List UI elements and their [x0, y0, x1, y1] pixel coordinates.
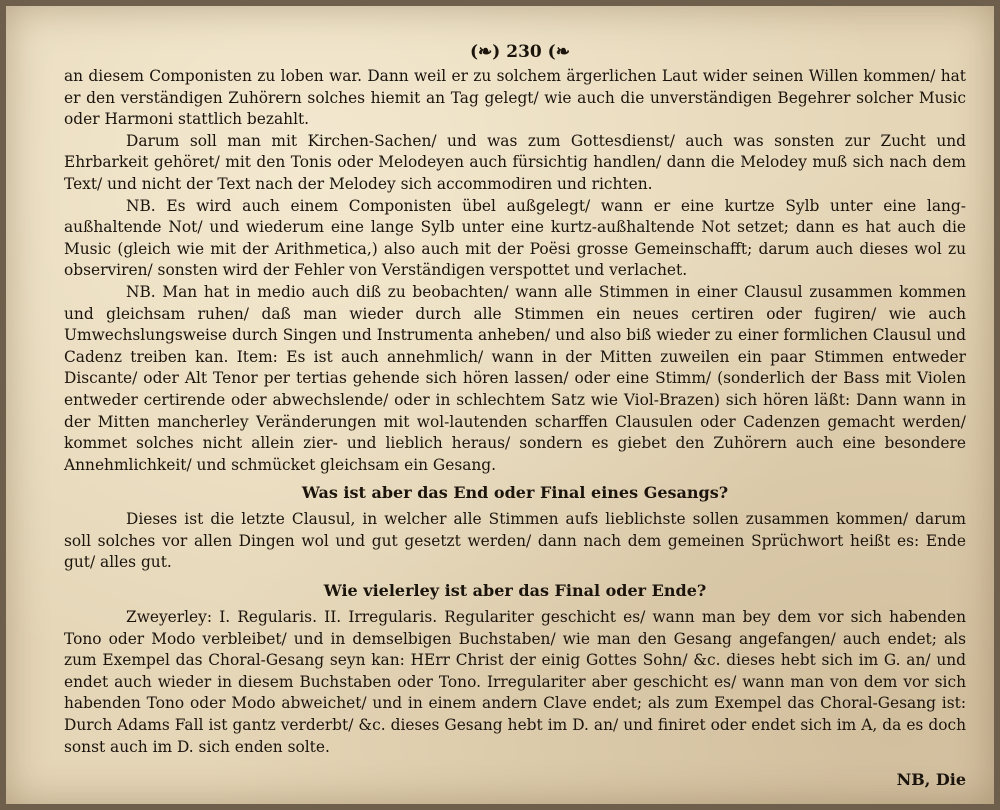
- page-number: (❧) 230 (❧: [470, 42, 570, 62]
- paragraph-1: an diesem Componisten zu loben war. Dann weil er zu solchem ärgerlichen Laut wider seinen Willen kommen/ hat er den verständigen Zuhörern solches hiemit an Tag gelegt/ wie auch die unverständigen Begehrer solcher Music oder Harmoni stattlich bezahlt.: [64, 67, 966, 129]
- paragraph-3: NB. Es wird auch einem Componisten übel außgelegt/ wann er eine kurtze Sylb unter eine lang-außhaltende Not/ und wiederum eine lange Sylb unter eine kurtz-außhaltende Not setzet; dann es hat auch die Music (gleich wie mit der Arithmetica,) also auch mit der Poësi grosse Gemeinschafft; darum auch dieses wol zu observiren/ sonsten wird der Fehler von Verständigen verspottet und verlachet.: [64, 196, 966, 280]
- section-heading-kinds: Wie vielerley ist aber das Final oder Ende?: [323, 581, 707, 601]
- book-page: [6, 6, 994, 804]
- paragraph-5: Dieses ist die letzte Clausul, in welcher alle Stimmen aufs lieblichste sollen zusammen kommen/ darum soll solches vor allen Dingen wol und gut gesetzt werden/ dann nach dem gemeinen Sprüchwort heißt es: Ende gut/ alles gut.: [64, 510, 966, 572]
- page-content: [64, 40, 966, 792]
- paragraph-2: Darum soll man mit Kirchen-Sachen/ und was zum Gottesdienst/ auch was sonsten zur Zucht und Ehrbarkeit gehöret/ mit den Tonis oder Melodeyen auch fürsichtig handlen/ dann die Melodey muß sich nach dem Text/ und nicht der Text nach der Melodey sich accommodiren und richten.: [64, 131, 966, 193]
- paragraph-6: Zweyerley: I. Regularis. II. Irregularis. Regulariter geschicht es/ wann man bey dem vor sich habenden Tono oder Modo verbleibet/ und in demselbigen Buchstaben/ wie man den Gesang angefangen/ auch endet; als zum Exempel das Choral-Gesang seyn kan: HErr Christ der einig Gottes Sohn/ &c. dieses hebt sich im G. an/ und endet auch wieder in diesem Buchstaben oder Tono. Irregulariter aber geschicht es/ wann man von dem vor sich habenden Tono oder Modo abweichet/ und in einem andern Clave endet; als zum Exempel das Choral-Gesang ist: Durch Adams Fall ist gantz verderbt/ &c. dieses Gesang hebt im D. an/ und finiret oder endet sich im A, da es doch sonst auch im D. sich enden solte.: [64, 608, 966, 756]
- paragraph-4: NB. Man hat in medio auch diß zu beobachten/ wann alle Stimmen in einer Clausul zusammen kommen und gleichsam ruhen/ daß man wieder durch alle Stimmen ein neues certiren oder fugiren/ wie auch Umwechslungsweise durch Singen und Instrumenta anheben/ und also biß wieder zu einer formlichen Clausul und Cadenz treiben kan. Item: Es ist auch annehmlich/ wann in der Mitten zuweilen ein paar Stimmen entweder Discante/ oder Alt Tenor per tertias gehende sich hören lassen/ oder eine Stimm/ (sonderlich der Bass mit Violen entweder certirende oder abwechslende/ oder in schlechtem Satz wie Viol-Brazen) sich hören läßt: Dann wann in der Mitten mancherley Veränderungen mit wol-lautenden scharffen Clausulen oder Cadenzen gemacht werden/ kommet solches nicht allein zier- und lieblich heraus/ sondern es giebet den Zuhörern auch eine besondere Annehmlichkeit/ und schmücket gleichsam ein Gesang.: [64, 282, 966, 474]
- catchword: NB, Die: [896, 770, 966, 790]
- section-heading-final: Was ist aber das End oder Final eines Gesangs?: [301, 483, 729, 503]
